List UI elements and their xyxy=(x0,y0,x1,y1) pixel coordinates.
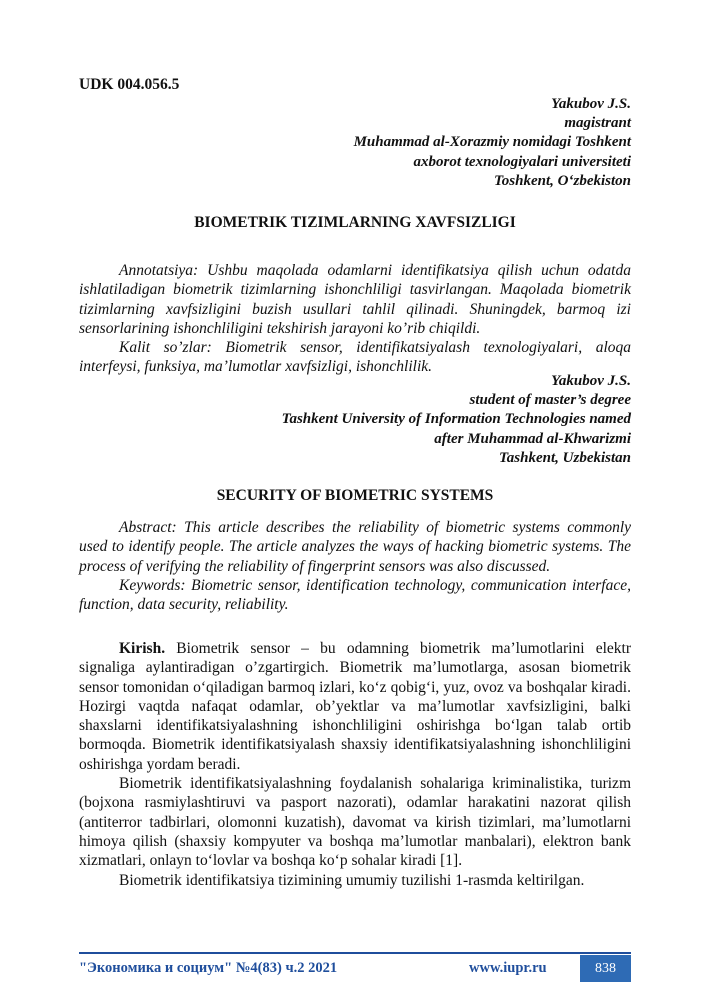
paragraph-text: Biometrik sensor – bu odamning biometrik ma’lumotlarini elektr signaliga aylantiradigan o’zgartirgich. Biometrik ma’lumotlarga, asosan biometrik sensor tomonidan o‘qiladigan barmoq izlari, ko‘z qobig‘i, yuz, ovoz va boshqalar kiradi. Hozirgi vaqtda nafaqat odamlar, ob’yektlar va ma’lumotlar xavfsizligini, balki shaxslarni identifikatsiyalashning ishonchliligini oshirishga bo‘lgan talab ortib bormoqda. Biometrik identifikatsiyalash shaxsiy identifikatsiyalashning ishonchliligini oshirishga yordam beradi. xyxy=(79,640,631,773)
annotation-text: Annotatsiya: Ushbu maqolada odamlarni identifikatsiya qilish uchun odatda ishlatiladigan biometrik tizimlarning ishonchliligi tasvirlangan. Maqolada biometrik tizimlarning xavfsizligini buzish usullari tahlil qilinadi. Shuningdek, barmoq izi sensorlarining ishonchliligini tekshirish jarayoni ko’rib chiqildi. xyxy=(79,262,631,337)
body-paragraph: Biometrik identifikatsiyalashning foydalanish sohalariga kriminalistika, turizm (bojxona rasmiylashtiruvi va pasport nazorati), odamlar harakatini nazorat qilish (antiterror tadbirlari, olomonni kuzatish), davomat va kirish tizimlari, ma’lumotlarni himoya qilish (shaxsiy kompyuter va boshqa ma’lumotlar manbalari), elektron bank xizmatlari, onlayn to‘lovlar va boshqa ko‘p sohalar kiradi [1]. xyxy=(79,775,631,870)
article-body xyxy=(79,639,631,890)
author-position: student of master’s degree xyxy=(469,392,631,409)
author-name: Yakubov J.S. xyxy=(551,96,631,112)
author-affiliation: after Muhammad al-Khwarizmi xyxy=(434,430,631,447)
author-affiliation: Muhammad al-Xorazmiy nomidagi Toshkent xyxy=(353,134,631,151)
keywords-text: Keywords: Biometric sensor, identification technology, communication interface, function, data security, reliability. xyxy=(79,576,631,614)
page-number: 838 xyxy=(580,955,631,982)
udk-code: UDK 004.056.5 xyxy=(79,76,180,93)
abstract-en xyxy=(79,518,631,614)
author-affiliation: axborot texnologiyalari universiteti xyxy=(413,153,631,170)
author-location: Tashkent, Uzbekistan xyxy=(499,449,631,466)
article-title-uz: BIOMETRIK TIZIMLARNING XAVFSIZLIGI xyxy=(194,214,516,231)
abstract-text: Abstract: This article describes the reliability of biometric systems commonly used to identify people. The article analyzes the ways of hacking biometric systems. The process of verifying the reliability of fingerprint sensors was also discussed. xyxy=(79,519,631,575)
intro-label: Kirish. xyxy=(119,640,166,657)
article-title-en: SECURITY OF BIOMETRIC SYSTEMS xyxy=(216,487,494,504)
annotation-uz xyxy=(79,261,631,377)
footer-url[interactable]: www.iupr.ru xyxy=(469,960,547,976)
body-paragraph xyxy=(79,639,631,774)
author-name: Yakubov J.S. xyxy=(551,373,631,389)
footer-divider xyxy=(79,952,631,954)
keywords-text: Kalit so’zlar: Biometrik sensor, identifikatsiyalash texnologiyalari, aloqa interfeysi, funksiya, ma’lumotlar xavfsizligi, ishonchlilik. xyxy=(79,339,631,376)
author-position: magistrant xyxy=(564,115,631,132)
footer-journal-name: "Экономика и социум" №4(83) ч.2 2021 xyxy=(79,960,338,976)
author-block-en xyxy=(282,372,631,468)
author-affiliation: Tashkent University of Information Technologies named xyxy=(281,411,631,428)
author-block-uz xyxy=(354,95,631,191)
author-location: Toshkent, O‘zbekiston xyxy=(494,172,631,189)
body-paragraph: Biometrik identifikatsiya tizimining umumiy tuzilishi 1-rasmda keltirilgan. xyxy=(119,871,585,889)
